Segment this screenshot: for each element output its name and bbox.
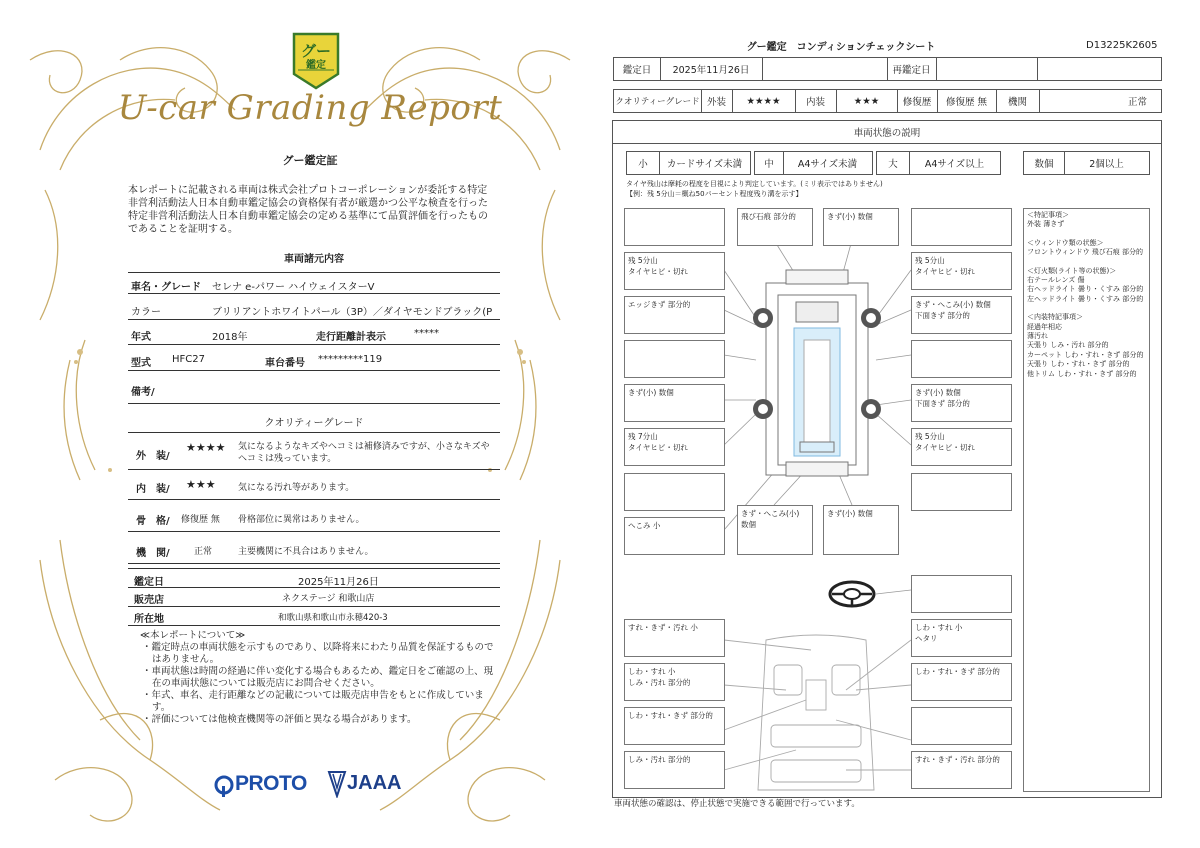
grade-frame-label: 骨 格/ — [136, 516, 170, 527]
legend-count-desc: 2個以上 — [1064, 151, 1150, 175]
damage-box — [624, 208, 725, 246]
interior-box: すれ・きず・汚れ 部分的 — [911, 751, 1012, 789]
interior-box — [624, 663, 725, 701]
damage-box: きず(小) 数個 — [823, 505, 899, 555]
damage-box: へこみ 小 — [624, 517, 725, 555]
damage-box — [911, 208, 1012, 246]
damage-box — [911, 340, 1012, 378]
remark-line: 経過年相応 — [1027, 322, 1062, 331]
damage-box: きず・へこみ(小) 数個 — [737, 505, 813, 555]
damage-box — [624, 428, 725, 466]
box-line: 残 5分山 — [628, 256, 658, 265]
grade-row-interior — [128, 472, 500, 500]
remark-line: 天張り しみ・汚れ 部分的 — [1027, 341, 1109, 350]
damage-box — [911, 473, 1012, 511]
date-value-cell: 2025年11月26日 — [660, 57, 763, 81]
spec-chassis-value: *********119 — [318, 354, 383, 365]
damage-box — [911, 428, 1012, 466]
grade-row-frame — [128, 503, 500, 532]
jaaa-logo-text: JAAA — [347, 772, 402, 794]
footer-logos — [215, 770, 415, 800]
spec-chassis-label: 車台番号 — [265, 358, 305, 369]
box-line: 下面きず 部分的 — [915, 399, 970, 408]
info-row-shop — [128, 588, 500, 607]
box-line: タイヤヒビ・切れ — [915, 443, 975, 452]
notes-title: ≪本レポートについて≫ — [140, 630, 246, 641]
legend-small: 小 — [626, 151, 660, 175]
date-label-cell: 鑑定日 — [613, 57, 661, 81]
tire-note-1: タイヤ残山は摩耗の程度を目視により判定しています。(ミリ表示ではありません) — [626, 180, 883, 188]
damage-box — [911, 384, 1012, 422]
spec-year-value: 2018年 — [212, 332, 248, 343]
interior-box: しみ・汚れ 部分的 — [624, 751, 725, 789]
note-item: ・評価については他検査機関等の評価と異なる場合があります。 — [142, 714, 417, 725]
remark-line: カーペット しわ・すれ・きず 部分的 — [1027, 350, 1144, 359]
note-item: ・車両状態は時間の経過に伴い変化する場合もあるため、鑑定日をご確認の上、現在の車両状態については販売店にお問合せください。 — [142, 666, 494, 689]
info-date-value: 2025年11月26日 — [298, 577, 379, 588]
box-line: タイヤヒビ・切れ — [915, 267, 975, 276]
spec-section-title: 車両諸元内容 — [284, 254, 344, 265]
remark-line: 天張り しわ・すれ・きず 部分的 — [1027, 360, 1130, 369]
box-line: タイヤヒビ・切れ — [628, 443, 688, 452]
box-line: 下面きず 部分的 — [915, 311, 970, 320]
remark-line — [1027, 258, 1146, 267]
sheet-code: D13225K2605 — [1086, 40, 1158, 51]
box-line: 残 5分山 — [915, 432, 945, 441]
legend-large-desc: A4サイズ以上 — [909, 151, 1001, 175]
grade-interior-text: 気になる汚れ等があります。 — [238, 483, 355, 493]
repair-label-cell: 修復歴 — [897, 89, 938, 113]
spec-mileage-value: ***** — [414, 328, 439, 339]
legend-small-desc: カードサイズ未満 — [659, 151, 751, 175]
box-line: きず・へこみ(小) 数個 — [915, 300, 991, 309]
remark-line: ＜ウィンドウ類の状態＞ — [1027, 238, 1104, 247]
interior-box: しわ・すれ・きず 部分的 — [624, 707, 725, 745]
spec-row-year — [128, 322, 500, 345]
goo-badge-logo — [288, 30, 344, 92]
spec-year-label: 年式 — [131, 332, 151, 343]
info-row-address — [128, 607, 500, 626]
box-line: しみ・汚れ 部分的 — [628, 678, 691, 687]
note-item: ・年式、車名、走行距離などの記載については販売店申告をもとに作成しています。 — [142, 690, 484, 713]
grade-exterior-stars: ★★★★ — [186, 441, 226, 454]
info-row-date — [128, 568, 500, 588]
ext-label-cell: 外装 — [701, 89, 733, 113]
spec-row-name — [128, 272, 500, 294]
damage-box — [911, 296, 1012, 334]
damage-box — [624, 340, 725, 378]
spec-color-label: カラー — [131, 307, 161, 318]
box-line: タイヤヒビ・切れ — [628, 267, 688, 276]
remark-line: ＜内装特記事項＞ — [1027, 313, 1083, 322]
svg-text:鑑定: 鑑定 — [306, 60, 326, 71]
remark-line: 外装 薄きず — [1027, 220, 1065, 229]
spec-model-label: 型式 — [131, 358, 151, 369]
grade-exterior-label: 外 装/ — [136, 451, 170, 462]
qg-label-cell: クオリティーグレード — [613, 89, 702, 113]
spec-color-value: ブリリアントホワイトパール（3P）／ダイヤモンドブラック(P — [212, 307, 493, 318]
condition-check-sheet — [606, 0, 1200, 848]
spec-row-model — [128, 348, 500, 371]
spec-mileage-label: 走行距離計表示 — [316, 332, 386, 343]
steering-wheel-icon — [830, 582, 874, 606]
box-line: 残 5分山 — [915, 256, 945, 265]
box-line: しわ・すれ 小 — [915, 623, 963, 632]
grade-interior-label: 内 装/ — [136, 484, 170, 495]
int-stars-cell: ★★★ — [836, 89, 898, 113]
remark-line: 薄汚れ — [1027, 332, 1048, 341]
remark-line: ＜特記事項＞ — [1027, 211, 1069, 219]
certificate-intro: 本レポートに記載される車両は株式会社プロトコーポレーションが委託する特定非営利活動法人日本自動車鑑定協会の資格保有者が厳選かつ公平な検査を行った特定非営利活動法人日本自動車鑑定協会の定める基準にて品質評価を行ったものであることを証明する。 — [128, 185, 488, 235]
box-line: きず(小) 数個 — [915, 388, 961, 397]
damage-box — [911, 575, 1012, 613]
legend-large: 大 — [876, 151, 910, 175]
proto-logo-text: PROTO — [235, 772, 307, 795]
interior-box: しわ・すれ・きず 部分的 — [911, 663, 1012, 701]
engine-value-cell: 正常 — [1039, 89, 1162, 113]
report-notes — [140, 630, 496, 726]
remark-line: ＜灯火類(ライト等の状態)＞ — [1027, 266, 1117, 275]
special-remarks — [1023, 208, 1150, 792]
box-line: しわ・すれ 小 — [628, 667, 676, 676]
spec-row-remarks — [128, 374, 500, 404]
remark-line: 左ヘッドライト 曇り・くすみ 部分的 — [1027, 294, 1144, 303]
info-shop-value: ネクステージ 和歌山店 — [282, 594, 375, 604]
ext-stars-cell: ★★★★ — [732, 89, 796, 113]
spec-model-value: HFC27 — [172, 354, 205, 365]
legend-count: 数個 — [1023, 151, 1065, 175]
damage-box: きず(小) 数個 — [624, 384, 725, 422]
description-title: 車両状態の説明 — [612, 120, 1162, 144]
sheet-title: グー鑑定 コンディションチェックシート — [746, 42, 936, 53]
interior-box: すれ・きず・汚れ 小 — [624, 619, 725, 657]
report-script-title: U-car Grading Report — [117, 88, 503, 128]
legend-mid: 中 — [754, 151, 784, 175]
spec-name-value: セレナ e-パワー ハイウェイスターV — [212, 282, 375, 293]
damage-box — [624, 252, 725, 290]
grade-row-engine — [128, 535, 500, 564]
tire-note-2: 【例：残 5分山＝概ね50パーセント程度残り溝を示す】 — [626, 190, 803, 198]
engine-label-cell: 機関 — [996, 89, 1040, 113]
grade-row-exterior — [128, 432, 500, 470]
damage-box: きず(小) 数個 — [823, 208, 899, 246]
legend-mid-desc: A4サイズ未満 — [783, 151, 873, 175]
info-shop-label: 販売店 — [134, 595, 164, 606]
info-date-label: 鑑定日 — [134, 577, 164, 588]
remark-line: 右テールレンズ 傷 — [1027, 276, 1085, 285]
remark-line: 右ヘッドライト 曇り・くすみ 部分的 — [1027, 285, 1144, 294]
damage-box — [911, 252, 1012, 290]
repair-value-cell: 修復歴 無 — [937, 89, 997, 113]
spec-row-color — [128, 297, 500, 320]
grade-interior-stars: ★★★ — [186, 478, 216, 491]
spec-name-label: 車名・グレード — [131, 282, 201, 293]
grade-engine-value: 正常 — [194, 547, 213, 557]
interior-box — [911, 619, 1012, 657]
remark-line: フロントウィンドウ 飛び石痕 部分的 — [1027, 248, 1144, 257]
sheet-footer-note: 車両状態の確認は、停止状態で実施できる範囲で行っています。 — [614, 799, 860, 809]
grade-engine-text: 主要機関に不具合はありません。 — [238, 547, 374, 557]
note-item: ・鑑定時点の車両状態を示すものであり、以降将来にわたり品質を保証するものではありません。 — [142, 642, 494, 665]
interior-box — [911, 707, 1012, 745]
grade-engine-label: 機 関/ — [136, 548, 170, 559]
spec-remark-label: 備考/ — [131, 387, 155, 398]
remark-line: 他トリム しわ・すれ・きず 部分的 — [1027, 369, 1137, 378]
damage-box: 飛び石痕 部分的 — [737, 208, 813, 246]
remark-line — [1027, 304, 1146, 313]
int-label-cell: 内装 — [795, 89, 837, 113]
grade-section-title: クオリティーグレード — [264, 418, 364, 429]
box-line: ヘタリ — [915, 634, 938, 643]
info-address-label: 所在地 — [134, 614, 164, 625]
remark-line — [1027, 230, 1146, 239]
damage-box — [624, 473, 725, 511]
info-address-value: 和歌山県和歌山市永穂420-3 — [278, 613, 388, 623]
damage-box: エッジきず 部分的 — [624, 296, 725, 334]
redate-label-cell: 再鑑定日 — [887, 57, 937, 81]
jaaa-logo-icon — [327, 770, 347, 798]
svg-text:グー: グー — [300, 42, 332, 60]
grade-frame-text: 骨格部位に異常はありません。 — [238, 515, 365, 525]
grade-frame-value: 修復歴 無 — [181, 515, 220, 525]
box-line: 残 7分山 — [628, 432, 658, 441]
certificate-title: グー鑑定証 — [282, 154, 338, 167]
proto-logo-icon — [213, 774, 235, 798]
grade-exterior-text: 気になるようなキズやヘコミは補修済みですが、小さなキズやヘコミは残っています。 — [238, 442, 490, 464]
